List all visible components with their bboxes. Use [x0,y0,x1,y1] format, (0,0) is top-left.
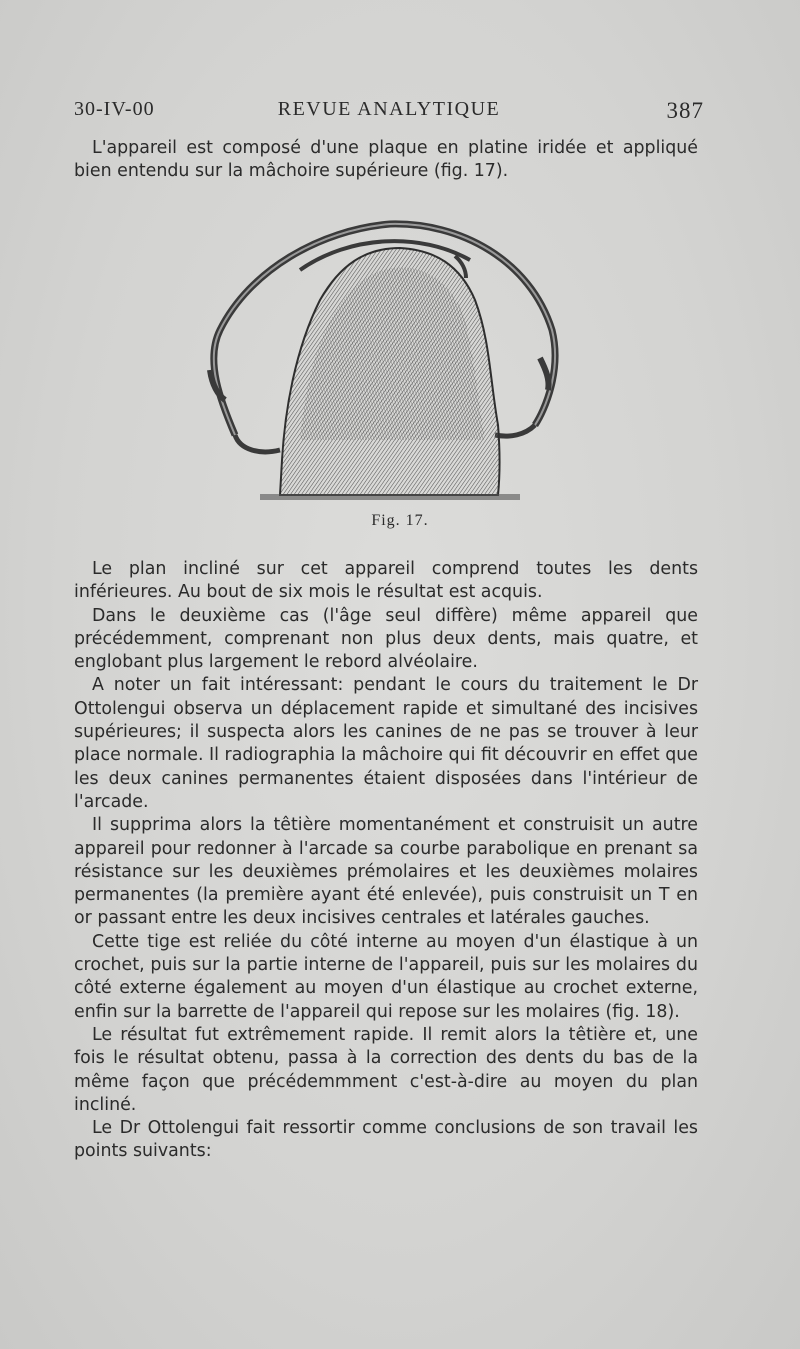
figure-caption: Fig. 17. [371,512,429,529]
paragraph: Dans le deuxième cas (l'âge seul diffère) même appareil que précédemment, comprenant non plus deux dents, mais quatre, et englobant plus largement le rebord alvéolaire. [74,605,698,673]
paragraph: Il supprima alors la têtière momentanément et construisit un autre appareil pour redonner à l'arcade sa courbe parabolique en prenant sa résistance sur les deuxièmes prémolaires et les deuxièmes molaires permanentes (la première ayant été enlevée), puis construisit un T en or passant entre les deux incisives centrales et latérales gauches. [74,815,698,929]
header-title: REVUE ANALYTIQUE [277,98,501,120]
running-header [74,98,704,128]
paragraph: Le plan incliné sur cet appareil comprend toutes les dents inférieures. Au bout de six mois le résultat est acquis. [74,559,698,603]
paragraph: Le résultat fut extrêmement rapide. Il remit alors la têtière et, une fois le résultat obtenu, passa à la correction des dents du bas de la même façon que précédemmment c'est-à-dire au moyen du plan incliné. [74,1024,698,1115]
intro-paragraph [74,137,698,184]
body-text [74,558,698,1164]
paragraph: Le Dr Ottolengui fait ressortir comme conclusions de son travail les points suivants: [74,1118,698,1162]
paragraph: A noter un fait intéressant: pendant le cours du traitement le Dr Ottolengui observa un déplacement rapide et simultané des incisives supérieures; il suspecta alors les canines de ne pas se trouver à leur place normale. Il radiographia la mâchoire qui fit découvrir en effet que les deux canines permanentes étaient disposées dans l'intérieur de l'arcade. [74,675,698,812]
dental-appliance-figure [200,210,575,500]
intro-text: L'appareil est composé d'une plaque en platine iridée et appliqué bien entendu sur la mâchoire supérieure (fig. 17). [74,138,698,182]
page-number: 387 [666,98,704,123]
header-date: 30-IV-00 [74,98,155,120]
paragraph: Cette tige est reliée du côté interne au moyen d'un élastique à un crochet, puis sur la partie interne de l'appareil, puis sur les molaires du côté externe également au moyen d'un élastique au crochet externe, enfin sur la barrette de l'appareil qui repose sur les molaires (fig. 18). [74,931,698,1022]
